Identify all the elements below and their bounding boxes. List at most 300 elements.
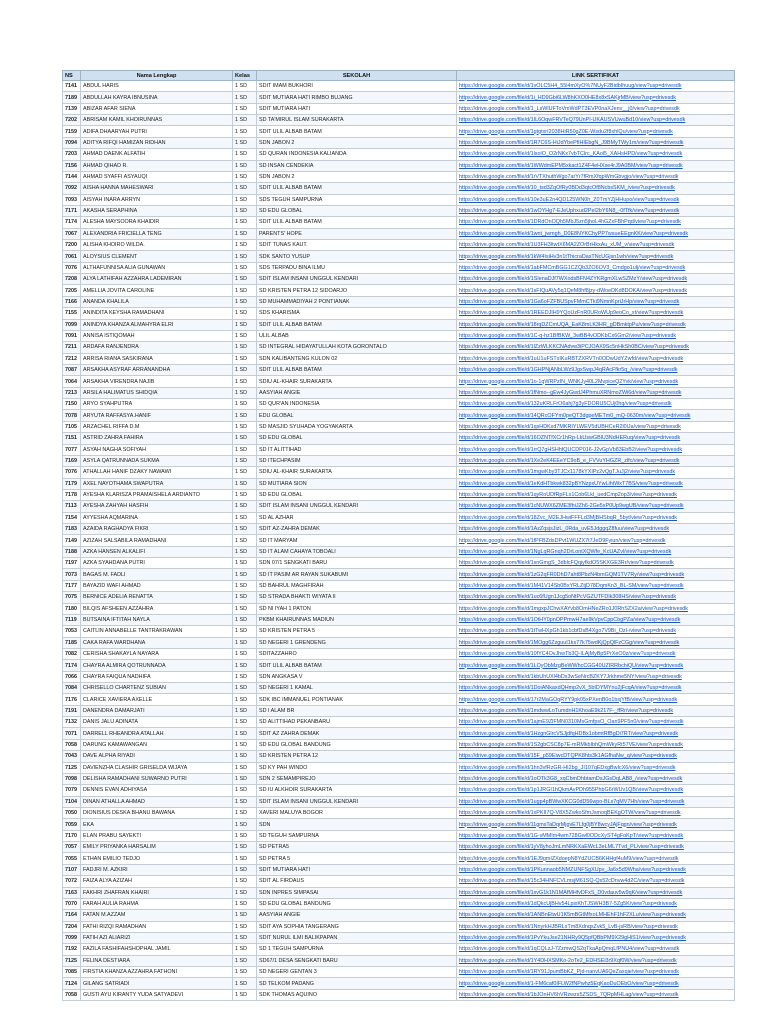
cell-kelas: 1 SD [233,274,257,285]
certificate-link[interactable]: https://drive.google.com/file/d/1sFIQuAVy5q1QeM8hf8jzy-dWoeDKd8DOKA/view?usp=drivesdk [457,285,735,296]
cell-kelas: 1 SD [233,694,257,705]
certificate-link[interactable]: https://drive.google.com/file/d/1PvYkuJse21NHRy9Q5pfQBbPM9X29gHiS1/view?usp=drivesdk [457,932,735,943]
table-row [63,410,735,421]
cell-sekolah: SD67/1 DESA SENGKATI BARU [257,955,457,966]
cell-kelas: 1 SD [233,796,257,807]
cell-ns: 7208 [63,274,81,285]
certificate-link[interactable]: https://drive.google.com/file/d/1OtHY0pnOPPmwH7ae9kVpvCppCbgPZa/view?usp=drivesdk [457,614,735,625]
cell-kelas: 1 SD [233,546,257,557]
cell-nama-lengkap: ADITYA RIFQI HAMIZAN RIDHAN [81,137,233,148]
table-row [63,421,735,432]
table-row [63,103,735,114]
certificate-table [62,70,735,1001]
cell-ns: 7091 [63,330,81,341]
certificate-link[interactable]: https://drive.google.com/file/d/1lsoiO_O2rNKx7vbTClrc_KAol5_XAHsHPD/view?usp=drivesdk [457,149,735,160]
cell-sekolah: SDIT ULIL ALBAB BATAM [257,183,457,194]
cell-ns: 7151 [63,433,81,444]
certificate-link[interactable]: https://drive.google.com/file/d/1fPFBZdsDPvt1WUZX7t7JeD9Fyiun/view?usp=drivesdk [457,535,735,546]
cell-sekolah: SDIT AZ ZAHRA DEMAK [257,728,457,739]
cell-kelas: 1 SD [233,717,257,728]
cell-ns: 7213 [63,387,81,398]
certificate-link[interactable]: https://drive.google.com/file/d/1DRdOnOQh5MbJ5zn5jhoL4hGZxFBhPqd/view?usp=drivesdk [457,217,735,228]
certificate-link[interactable]: https://drive.google.com/file/d/1MOgg6ZzguuI1ks77k75wdKjQpQlFzCGg/view?usp=drivesdk [457,637,735,648]
cell-kelas: 1 SD [233,569,257,580]
certificate-link[interactable]: https://drive.google.com/file/d/1rVTXhuthWgo7arYr7fRmXfqpWmGbvgjo/view?usp=drivesdk [457,171,735,182]
cell-nama-lengkap: DAVIENZHA CLASHIR GRISELDA WIJAYA [81,762,233,773]
cell-ns: 7058 [63,739,81,750]
cell-sekolah: SD 1 TEGUH SAMPURNA [257,944,457,955]
certificate-link[interactable]: https://drive.google.com/file/d/1C-q-hz1BfBKW_3wBB4vODKbCx6Gm2/view?usp=drivesdk [457,330,735,341]
cell-ns: 7178 [63,489,81,500]
table-row [63,876,735,887]
header-ns: NS [63,71,81,81]
cell-ns: 7082 [63,648,81,659]
cell-sekolah: SD NEGERI 1 GRENDENG [257,637,457,648]
cell-ns: 7067 [63,228,81,239]
cell-sekolah: SDIT MUTIARA HATI [257,864,457,875]
cell-nama-lengkap: ALYA LATHIFAH AZZAHRA LADEMIRAN [81,274,233,285]
cell-ns: 7125 [63,762,81,773]
certificate-link[interactable]: https://drive.google.com/file/d/1eKdHTbkwk832pBYNzpxUYwLihtWxT7BS/view?usp=drivesdk [457,478,735,489]
cell-nama-lengkap: ALISHA KHOIRO WILDA. [81,240,233,251]
cell-kelas: 1 SD [233,648,257,659]
cell-kelas: 1 SD [233,353,257,364]
table-row [63,467,735,478]
table-row [63,433,735,444]
certificate-link[interactable]: https://drive.google.com/file/d/17r2MaGOqRYY9pk05xPXenB0o1bsjYfB/view?usp=drivesdk [457,694,735,705]
table-row [63,580,735,591]
certificate-link[interactable]: https://drive.google.com/file/d/1qCQLzJ-7ZzmwQS2qTkaApQmqLfPNU4/view?usp=drivesdk [457,944,735,955]
cell-sekolah: SDIT ISLAM INSANI UNGGUL KENDARI [257,796,457,807]
cell-sekolah: SD ITECHPASIM [257,455,457,466]
cell-nama-lengkap: CAITLIN ANNABELLE TANTRAKRAWAN [81,626,233,637]
certificate-link[interactable]: https://drive.google.com/file/d/1R7C6S-HiJdYbePfiHIEbgN_J9BMyTWy1m/view?usp=drivesdk [457,137,735,148]
cell-nama-lengkap: ANNISA ISTIQOMAH [81,330,233,341]
cell-nama-lengkap: DENNIS EVAN ADHIYASA [81,785,233,796]
certificate-link[interactable]: https://drive.google.com/file/d/1kbUhUXl4bDx3wSeNrcBZKY7Jrkhme5NY/view?usp=drivesdk [457,671,735,682]
table-row [63,660,735,671]
certificate-link[interactable]: https://drive.google.com/file/d/1hn3vfRzGR-HI2bg_JI107qEDxgBwIcX6/view?usp=drivesdk [457,762,735,773]
cell-kelas: 1 SD [233,785,257,796]
cell-nama-lengkap: CLARICE XAVIERA AXELLE [81,694,233,705]
cell-nama-lengkap: DELISHA RAMADHANI SUWARNO PUTRI [81,773,233,784]
table-row [63,455,735,466]
cell-sekolah: SD KY PAH WINDO [257,762,457,773]
certificate-link[interactable]: https://drive.google.com/file/d/1kW4IsiHv3n1tThicraDasTNcUGjsn1wh/view?usp=drivesdk [457,251,735,262]
table-row [63,546,735,557]
cell-ns: 7064 [63,376,81,387]
certificate-link[interactable]: https://drive.google.com/file/d/1GHPNjANbLWz9JgxSwpJ4qRAcFfkr5q_/view?usp=drivesdk [457,364,735,375]
table-row [63,887,735,898]
certificate-link[interactable]: https://drive.google.com/file/d/1U3FH3ItwtX6MA2ZOrBrHkxAu_xUM_v/view?usp=drivesdk [457,240,735,251]
cell-sekolah: SDIT MUTIARA HATI [257,103,457,114]
table-row [63,694,735,705]
cell-ns: 7099 [63,319,81,330]
cell-ns: 7200 [63,240,81,251]
cell-ns: 7166 [63,296,81,307]
cell-nama-lengkap: ARZACHEL RIFFA D.M [81,421,233,432]
cell-sekolah: AASYIAH ANGIE [257,387,457,398]
cell-ns: 7192 [63,944,81,955]
cell-sekolah: SD IT ALAM CAHAYA TOBOALI [257,546,457,557]
cell-sekolah: SDS KHARISMA [257,308,457,319]
cell-ns: 7113 [63,501,81,512]
cell-kelas: 1 SD [233,671,257,682]
certificate-link[interactable]: https://drive.google.com/file/d/1Xe2eK4EEeYC9oB_e_FVVuYHGZR_zlfc/view?usp=drivesdk [457,455,735,466]
cell-kelas: 1 SD [233,240,257,251]
table-row [63,853,735,864]
cell-ns: 7058 [63,989,81,1000]
certificate-link[interactable]: https://drive.google.com/file/d/16OZNTfXCr1hRp-LkUswGBlU3NdHERuq/view?usp=drivesdk [457,433,735,444]
cell-kelas: 1 SD [233,183,257,194]
cell-nama-lengkap: AKASHA SERAPHINA [81,205,233,216]
cell-nama-lengkap: FIRSTIA KHANZA AZZAHRA FATHONI [81,967,233,978]
certificate-link[interactable]: https://drive.google.com/file/d/1ajmE9ZlFMN0310MsGmfpsO_Oan9PF5n0/view?usp=drivesdk [457,717,735,728]
cell-ns: 7059 [63,819,81,830]
certificate-link[interactable]: https://drive.google.com/file/d/1o-1qWRPzIN_WNKJy40L2MvpiceQ2Yvk/view?usp=drivesdk [457,376,735,387]
cell-kelas: 1 SD [233,967,257,978]
certificate-link[interactable]: https://drive.google.com/file/d/10e3uE2n4QD125WN0h_Z0TmYZjHHupo/view?usp=drivesdk [457,194,735,205]
cell-ns: 7179 [63,478,81,489]
table-row [63,603,735,614]
certificate-link[interactable]: https://drive.google.com/file/d/1mdwwLoTumdnH1KhoaE9k217F-_ffRr/view?usp=drivesdk [457,705,735,716]
certificate-link[interactable]: https://drive.google.com/file/d/1uc6fUgn1Jcg5oNtPcVGZUTFDIk308HS/view?usp=drivesdk [457,592,735,603]
cell-ns: 7188 [63,546,81,557]
certificate-link[interactable]: https://drive.google.com/file/d/1Ga6oFZFBUSpvFMmCTki9NmnKpriJrHp/view?usp=drivesdk [457,296,735,307]
certificate-link[interactable]: https://drive.google.com/file/d/1mgwKby3TJCx1178kYXIPz2vQgTJuJj2/view?usp=drivesdk [457,467,735,478]
cell-sekolah: AASYIAH ANGIE [257,910,457,921]
cell-sekolah: SD QURAN INDONESIA KALIANDA [257,149,457,160]
certificate-link[interactable]: https://drive.google.com/file/d/1ugp4pBWwXKCG0dD56wpo-BLx7qMV7Hh/view?usp=drivesdk [457,796,735,807]
cell-ns: 7132 [63,717,81,728]
table-row [63,160,735,171]
certificate-link[interactable]: https://drive.google.com/file/d/1ANBnEtwU1K5mBGtMfxoLMHEhF1hF2XLu/view?usp=drivesdk [457,910,735,921]
table-row [63,183,735,194]
cell-sekolah: SD IU ALKHOIR SURAKARTA [257,785,457,796]
certificate-link[interactable]: https://drive.google.com/file/d/1IL6OqwFRVTeQ79UnPI-UKAUSVUwuBd10/view?usp=drivesdk [457,115,735,126]
table-row [63,262,735,273]
cell-ns: 7099 [63,932,81,943]
certificate-link[interactable]: https://drive.google.com/file/d/1yV8yhoJmLmNRKXaEWcL3eLML7Tvd_PL/view?usp=drivesdk [457,842,735,853]
cell-sekolah: SDS TERPADU BINA ILMU [257,262,457,273]
cell-sekolah: SDS TEGUH SAMPURNA [257,194,457,205]
cell-sekolah: SD QUR'AN INDONESIA [257,399,457,410]
certificate-link[interactable]: https://drive.google.com/file/d/1lZzWLKKCNAdvw3iPCJOAX9Sc5nHkSh0BC/view?usp=drivesdk [457,342,735,353]
cell-kelas: 1 SD [233,751,257,762]
table-row [63,592,735,603]
cell-kelas: 1 SD [233,978,257,989]
table-row [63,683,735,694]
cell-nama-lengkap: DIONISIUS DESKA BHANU BAWANA [81,808,233,819]
cell-ns: 7171 [63,205,81,216]
cell-sekolah: SD BAHRUL MAGHFIRAH [257,580,457,591]
certificate-link[interactable]: https://drive.google.com/file/d/1NgLqRGnqh2DrLontXQWfe_KcUAZvl/view?usp=drivesdk [457,546,735,557]
cell-ns: 7203 [63,149,81,160]
certificate-link[interactable]: https://drive.google.com/file/d/1WWdmEPM5xkact1Z4F4eHXxe4rJ9A0BM/view?usp=drivesdk [457,160,735,171]
certificate-link[interactable]: https://drive.google.com/file/d/1M41V14Sb0BxYRLZtjD78DqmKn3_BL-SM/view?usp=drivesdk [457,580,735,591]
cell-sekolah: SDK IBC IMMANUEL PONTIANAK [257,694,457,705]
cell-ns: 7076 [63,262,81,273]
certificate-link[interactable]: https://drive.google.com/file/d/132uKRLFrO6ahj7g3yFDORU5CUj0hq/view?usp=drivesdk [457,399,735,410]
cell-ns: 7087 [63,364,81,375]
certificate-link[interactable]: https://drive.google.com/file/d/1rrQ7gHSHhfQUCDP016-J2vGpVb83EbB2/view?usp=drivesdk [457,444,735,455]
table-row [63,910,735,921]
table-row [63,228,735,239]
cell-sekolah: SDN ANGKASA V [257,671,457,682]
cell-sekolah: SD KRISTEN PETRA 5 [257,626,457,637]
cell-sekolah: SD MUHAMMADIYAH 2 PONTIANAK [257,296,457,307]
certificate-link[interactable]: https://drive.google.com/file/d/1abFMCmBGG1CZQb3ZO6OV3_Cmdgo1ulj/view?usp=drivesdk [457,262,735,273]
table-row [63,489,735,500]
cell-sekolah: SD KRISTEN PETRA 12 SIDOARJO [257,285,457,296]
cell-kelas: 1 SD [233,910,257,921]
certificate-link[interactable]: https://drive.google.com/file/d/1HzgnGlrcVSJjdfqHDBx1obmtRfBgDi7RT/view?usp=drivesdk [457,728,735,739]
certificate-link[interactable]: https://drive.google.com/file/d/1p1JRGI1hQkmAvPDh955PhbG6rWUv1QB/view?usp=drivesdk [457,785,735,796]
cell-ns: 7183 [63,524,81,535]
cell-sekolah: SD IT MARYAM [257,535,457,546]
certificate-link[interactable]: https://drive.google.com/file/d/1cNUWX6ZME3fhiJZh6-2Ge5xP0Up9wgUB/view?usp=drivesdk [457,501,735,512]
cell-kelas: 1 SD [233,660,257,671]
certificate-link[interactable]: https://drive.google.com/file/d/1vOLC5H4_55i4mXyO%7NUyF2BidbIhuug/view?usp=drivesdk [457,81,735,92]
table-row [63,217,735,228]
cell-sekolah: SD EDU GLOBAL [257,489,457,500]
certificate-link[interactable]: https://drive.google.com/file/d/1bJOnHV6hVRzwzs5ZSDS_7QRpMHLag/view?usp=drivesdk [457,989,735,1000]
cell-ns: 7156 [63,160,81,171]
certificate-link[interactable]: https://drive.google.com/file/d/1EJ9gmIZXdoepN8YdZUCB6KHHgf4uM9/view?usp=drivesdk [457,853,735,864]
cell-ns: 7169 [63,455,81,466]
cell-sekolah: PKBM KHAIRUNNAS MADIUN [257,614,457,625]
cell-nama-lengkap: ARRISA RIANA SASKIRANA [81,353,233,364]
certificate-link[interactable]: https://drive.google.com/file/d/18Zvc_M2EJHwiFFFLd3MjBHSbqR_5byt/view?usp=drivesdk [457,512,735,523]
cell-kelas: 1 SD [233,330,257,341]
cell-sekolah: SDN KALIBANTENG KULON 02 [257,353,457,364]
cell-ns: 7076 [63,467,81,478]
certificate-link[interactable]: https://drive.google.com/file/d/1DoiANkaxdQHmp2vX_5bIDYMYnu2jFcqA/view?usp=drivesdk [457,683,735,694]
cell-kelas: 1 SD [233,205,257,216]
cell-nama-lengkap: ANINDITA KEYSHA RAMADHANI [81,308,233,319]
cell-kelas: 1 SD [233,853,257,864]
cell-kelas: 1 SD [233,501,257,512]
table-row [63,717,735,728]
certificate-link[interactable]: https://drive.google.com/file/d/1uU1uFSTxIKuRBTZXRVTn0ODwUdYZwfd/view?usp=drivesdk [457,353,735,364]
certificate-link[interactable]: https://drive.google.com/file/d/1fNmo--gEw4JyGwdJ4PhmuXRNmoZWi6d/view?usp=drivesdk [457,387,735,398]
header-sekolah: SEKOLAH [257,71,457,81]
cell-nama-lengkap: AZIZAH SALSABILA RAMADHANI [81,535,233,546]
certificate-link[interactable]: https://drive.google.com/file/d/1i_HD9Gbi6LW8hKXO0HE8x8xSAKjrMB/view?usp=drivesdk [457,92,735,103]
cell-kelas: 1 SD [233,262,257,273]
cell-sekolah: SDN INPRES SIMPASAI [257,887,457,898]
cell-sekolah: PARENTS' HOPE [257,228,457,239]
certificate-link[interactable]: https://drive.google.com/file/d/1REEDJIH9YQoUzFnR0URoWUp9eoCo_xt/view?usp=drivesdk [457,308,735,319]
certificate-link[interactable]: https://drive.google.com/file/d/1wOYHg7-EJeUphxud2PeI2bY6N8_-0fTfk/view?usp=drivesdk [457,205,735,216]
certificate-link[interactable]: https://drive.google.com/file/d/1_LsWlUFToVmWdPT3EVP0naXJenv__j0/view?usp=drivesdk [457,103,735,114]
cell-kelas: 1 SD [233,251,257,262]
cell-kelas: 1 SD [233,433,257,444]
cell-sekolah: SD MUTIARA SION [257,478,457,489]
table-row [63,614,735,625]
cell-nama-lengkap: FATHI RIZQI RAMADHAN [81,921,233,932]
certificate-link[interactable]: https://drive.google.com/file/d/1RY91JpumBbKZ_Pjd-nanvUA6QeZaxqie/view?usp=drivesdk [457,967,735,978]
certificate-link[interactable]: https://drive.google.com/file/d/1oOTk3G8_xqCbmDhbtamDsJGsDqLAB8_/view?usp=drivesdk [457,773,735,784]
cell-ns: 7104 [63,796,81,807]
cell-kelas: 1 SD [233,228,257,239]
cell-sekolah: SD KRISTEN PETRA 12 [257,751,457,762]
certificate-link[interactable]: https://drive.google.com/file/d/14QRcOFYm0peQT3dgpeMETm0_mQ-0630m/view?usp=drivesdk [457,410,735,421]
cell-sekolah: XAVERI MALUYA BOGOR [257,808,457,819]
table-row [63,637,735,648]
cell-ns: 7124 [63,978,81,989]
cell-nama-lengkap: AHMAD SYAFFI ASYAUQI [81,171,233,182]
certificate-link[interactable]: https://drive.google.com/file/d/10_tsd3ZqOfRy0BDd3qtcOf8NcbsSKM_/view?usp=drivesdk [457,183,735,194]
certificate-link[interactable]: https://drive.google.com/file/d/1LOyObMzgBeWWhcCGG40UZIRRbchiQU/view?usp=drivesdk [457,660,735,671]
cell-nama-lengkap: AZKA SYAHDANA PUTRI [81,558,233,569]
certificate-link[interactable]: https://drive.google.com/file/d/1xPKII7Q-V8X5ZwkoSfmJsmoqBEKgOTW/view?usp=drivesdk [457,808,735,819]
cell-kelas: 1 SD [233,512,257,523]
cell-nama-lengkap: BILQIS AFSHEEN AZZAHRA [81,603,233,614]
cell-ns: 7154 [63,512,81,523]
table-row [63,626,735,637]
cell-sekolah: SDIT ULIL ALBAB BATAM [257,319,457,330]
certificate-link[interactable]: https://drive.google.com/file/d/15c34HNFCVLmsjM61SQ-Qs52cDnvw4d2C/view?usp=drivesdk [457,876,735,887]
cell-ns: 7139 [63,103,81,114]
table-row [63,81,735,92]
cell-sekolah: SD AL AZHAR [257,512,457,523]
cell-kelas: 1 SD [233,319,257,330]
certificate-link[interactable]: https://drive.google.com/file/d/1dQkcUjBHv54LpixKhTJSWH3B7-5Zg5K/view?usp=drivesdk [457,898,735,909]
certificate-link[interactable]: https://drive.google.com/file/d/1SIenaDJf7WXodsBFN4ZYKRgmXLwSZMzY/view?usp=drivesdk [457,274,735,285]
cell-kelas: 1 SD [233,887,257,898]
certificate-link[interactable]: https://drive.google.com/file/d/1gtgtxrI2038HiR50gZ0E-Wsdu2f8xhlQu/view?usp=drivesdk [457,126,735,137]
table-row [63,171,735,182]
cell-kelas: 1 SD [233,864,257,875]
cell-ns: 7202 [63,115,81,126]
cell-kelas: 1 SD [233,580,257,591]
cell-ns: 7061 [63,251,81,262]
cell-ns: 7155 [63,308,81,319]
table-row [63,751,735,762]
cell-ns: 7141 [63,81,81,92]
cell-kelas: 1 SD [233,296,257,307]
cell-sekolah: SD INTEGRAL HIDAYATULLAH KOTA GORONTALO [257,342,457,353]
cell-nama-lengkap: ASYLA QATRUNNADA SUKMA [81,455,233,466]
cell-sekolah: SDIT TUNAS KAUT. [257,240,457,251]
certificate-link[interactable]: https://drive.google.com/file/d/10fYC4OvJhwTb3Q-ILAjMyBp5PrXeO0z/view?usp=drivesdk [457,648,735,659]
cell-kelas: 1 SD [233,285,257,296]
cell-sekolah: SD NEGERI 1 KAMAL [257,683,457,694]
cell-sekolah: SDIT ULIL ALBAB BATAM [257,660,457,671]
cell-kelas: 1 SD [233,955,257,966]
certificate-link[interactable]: https://drive.google.com/file/d/1-FM6caf0IFLW2fNPwhz5EqKaoDuOEbO/view?usp=drivesdk [457,978,735,989]
cell-nama-lengkap: ANINDYA KHANZA ALMAHYRA ELRI [81,319,233,330]
certificate-link[interactable]: https://drive.google.com/file/d/1AzZqsjsJizL_0Rda_uvE5JdggqZ8fuu/view?usp=drivesdk [457,524,735,535]
cell-kelas: 1 SD [233,830,257,841]
cell-ns: 7211 [63,342,81,353]
cell-ns: 7197 [63,558,81,569]
certificate-link[interactable]: https://drive.google.com/file/d/1G-vMMIm4wm728Gwl0ODcXyST4gFoKpT/view?usp=drivesdk [457,830,735,841]
cell-nama-lengkap: ARDAFA RANJENDRA [81,342,233,353]
cell-nama-lengkap: GUSTI AYU KIRANTY YUDA SATYADEVI [81,989,233,1000]
table-row [63,376,735,387]
table-row [63,387,735,398]
certificate-link[interactable]: https://drive.google.com/file/d/1snGmgS_3dblcFQqiyfkdO5SKXGE3Rr/view?usp=drivesdk [457,558,735,569]
cell-nama-lengkap: ARSAKHA VIRENDRA NAJIB [81,376,233,387]
table-row [63,205,735,216]
table-row [63,126,735,137]
cell-nama-lengkap: CHAYRA ALMIRA QOTRUNNADA [81,660,233,671]
certificate-link[interactable]: https://drive.google.com/file/d/1NnyrkHJBRLxTm8XdnqxZvk5_LvB-jsRB/view?usp=drivesdk [457,921,735,932]
cell-sekolah: SDIT ISLAM INSANI UNGGUL KENDARI [257,501,457,512]
cell-ns: 7204 [63,921,81,932]
table-row [63,898,735,909]
cell-sekolah: SD TELKOM PADANG [257,978,457,989]
cell-kelas: 1 SD [233,944,257,955]
cell-nama-lengkap: ALOYSIUS CLEMENT [81,251,233,262]
cell-nama-lengkap: BAGAS M. FADLI [81,569,233,580]
cell-kelas: 1 SD [233,898,257,909]
cell-kelas: 1 SD [233,444,257,455]
table-row [63,92,735,103]
cell-nama-lengkap: ALTHAFUNNISA ALIA GUNAWAN [81,262,233,273]
certificate-link[interactable]: https://drive.google.com/file/d/1mgxpJChwXAYvb8OmHNeZRo1J0RhSZX2a/view?usp=drivesdk [457,603,735,614]
table-row [63,240,735,251]
cell-ns: 7057 [63,842,81,853]
cell-nama-lengkap: BERNICE ADELIA RENATTA [81,592,233,603]
cell-sekolah: SD I ALAM BR [257,705,457,716]
certificate-link[interactable]: https://drive.google.com/file/d/1svG1k1N1MAfMHfvDFxS_D0vdauv5w9qK/view?usp=drivesdk [457,887,735,898]
cell-sekolah: SDIT ULIL ALBAB BATAM [257,126,457,137]
cell-nama-lengkap: CHAYRA FAIQUA NADHIFA [81,671,233,682]
cell-ns: 7053 [63,626,81,637]
certificate-link[interactable]: https://drive.google.com/file/d/1S2gbCSC8p7E-mRMkbIbhQmWkyRt57VE/view?usp=drivesdk [457,739,735,750]
certificate-link[interactable]: https://drive.google.com/file/d/1wnt_jwmgh_D0E8NYKChyPP7wsueEEgnKK/view?usp=drivesdk [457,228,735,239]
table-row [63,115,735,126]
cell-ns: 7125 [63,955,81,966]
cell-nama-lengkap: ARYO SYAHPUTRA [81,399,233,410]
certificate-link[interactable]: https://drive.google.com/file/d/1PKunnaob5NMZUNFSgXUpv_Ja6x5d9Wha/view?usp=drivesdk [457,864,735,875]
cell-sekolah: SDIT ISLAM INSANI UNGGUL KENDARI [257,274,457,285]
cell-nama-lengkap: ETHAN EMILIO TEDJO [81,853,233,864]
cell-nama-lengkap: AISYAH INARA ARRYN [81,194,233,205]
certificate-link[interactable]: https://drive.google.com/file/d/1qsHDKxd7MKRIYLWEV5dUBHCeR2l0lJa/view?usp=drivesdk [457,421,735,432]
certificate-link[interactable]: https://drive.google.com/file/d/1Y4DHXSMKo-2oTe2_EDHSEi3r9Xqf0W/view?usp=drivesdk [457,955,735,966]
cell-sekolah: SD EDU GLOBAL BANDUNG [257,739,457,750]
cell-nama-lengkap: EKA [81,819,233,830]
cell-ns: 7098 [63,773,81,784]
cell-kelas: 1 SD [233,535,257,546]
cell-sekolah: SDIT MUTIARA HATI RIMBO BUJANG [257,92,457,103]
cell-sekolah: SD MASJID SYUHADA YOGYAKARTA [257,421,457,432]
certificate-link[interactable]: https://drive.google.com/file/d/11gmsTaDqrMjgvE7Lfg0jBY8wcyJAjFqgn/view?usp=drivesdk [457,819,735,830]
certificate-link[interactable]: https://drive.google.com/file/d/1qyRoUDfRpFLx1Cob6LkI_uedCmp2op3/view?usp=drivesdk [457,489,735,500]
cell-nama-lengkap: FAKHRI ZHAFRAN KHAIRI [81,887,233,898]
table-row [63,648,735,659]
cell-nama-lengkap: ARYUTA RAFFASYA.HANIF [81,410,233,421]
certificate-link[interactable]: https://drive.google.com/file/d/18rqDZCmUQA_EaK8mLK3HR_gDBmktpPu/view?usp=drivesdk [457,319,735,330]
table-row [63,251,735,262]
table-row [63,932,735,943]
certificate-link[interactable]: https://drive.google.com/file/d/1tTwHXpGh1kb1cbfDsB4Xgo7V9Bi_OzI-/view?usp=drivesdk [457,626,735,637]
certificate-link[interactable]: https://drive.google.com/file/d/1zG2qFR0DhD7aht8PbzN4bmGQM1TV7Ry/view?usp=drivesdk [457,569,735,580]
table-row [63,739,735,750]
header-row [63,71,735,81]
header-kelas: Kelas [233,71,257,81]
cell-nama-lengkap: DARUNG KAMAWANGAN [81,739,233,750]
cell-nama-lengkap: DARRELL RHEANDRA ATALLAH [81,728,233,739]
certificate-link[interactable]: https://drive.google.com/file/d/15F_p59EiwcDTQPK8hts3k1AGfhaNw_q/view?usp=drivesdk [457,751,735,762]
header-link-sertifikat: LINK SERTIFIKAT [457,71,735,81]
cell-kelas: 1 SD [233,194,257,205]
cell-kelas: 1 SD [233,160,257,171]
